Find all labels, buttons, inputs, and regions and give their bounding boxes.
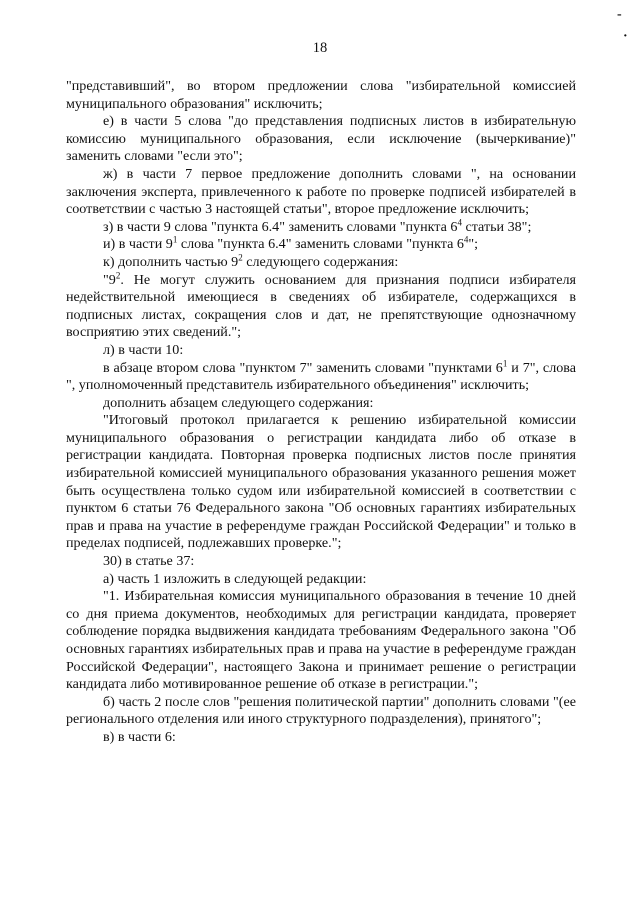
- text-run: ";: [468, 236, 479, 253]
- corner-mark: [617, 7, 628, 44]
- paragraph: [66, 357, 576, 395]
- superscript: 4: [457, 217, 462, 228]
- text-run: в абзаце втором слова "пунктом 7" заменить словами "пунктами 6: [103, 359, 503, 376]
- paragraph: л) в части 10:: [103, 341, 184, 358]
- paragraph: а) часть 1 изложить в следующей редакции:: [103, 570, 367, 587]
- paragraph: дополнить абзацем следующего содержания:: [103, 394, 374, 411]
- paragraph: 30) в статье 37:: [103, 553, 195, 570]
- page-number: 18: [312, 40, 328, 56]
- paragraph: [66, 219, 576, 237]
- paragraph: ж) в части 7 первое предложение дополнить словами ", на основании заключения эксперта, привлеченного к работе по проверке подписей избирателей в соответствии с частью 3 настоящей статьи", второе предложение исключить;: [66, 165, 576, 218]
- paragraph: [66, 236, 576, 254]
- paragraph: "представивший", во втором предложении слова "избирательной комиссией муниципального образования" исключить;: [66, 78, 576, 112]
- paragraph: [66, 269, 576, 342]
- document-body: [66, 78, 576, 747]
- paragraph: в) в части 6:: [103, 728, 176, 745]
- paragraph: "Итоговый протокол прилагается к решению избирательной комиссии муниципального образования о регистрации кандидата либо об отказе в регистрации кандидата. Повторная проверка подписных листов после принятия избирательной комиссией муниципального образования указанного решения может быть осуществлена только судом или избирательной комиссией в соответствии с пунктом 6 статьи 76 Федерального закона "Об основных гарантиях избирательных прав и права на участие в референдуме граждан Российской Федерации" и только в пределах подписей, подлежавших проверке.";: [66, 412, 576, 552]
- superscript: 2: [115, 269, 121, 280]
- text-run: слова "пункта 6.4" заменить словами "пункта 6: [177, 236, 464, 253]
- text-run: статьи 38";: [461, 218, 532, 235]
- paragraph: "1. Избирательная комиссия муниципального образования в течение 10 дней со дня приема документов, необходимых для регистрации кандидата, проверяет соблюдение порядка выдвижения кандидата требованиям Федерального закона "Об основных гарантиях избирательных прав и права на участие в референдуме граждан Российской Федерации", настоящего Закона и принимает решение о регистрации кандидата либо мотивированное решение об отказе в регистрации.";: [66, 588, 576, 693]
- text-run: к) дополнить частью 9: [103, 253, 239, 270]
- superscript: 4: [463, 234, 469, 245]
- text-run: "9: [103, 271, 116, 288]
- paragraph: е) в части 5 слова "до представления подписных листов в избирательную комиссию муниципального образования, если исключение (вычеркивание)" заменить словами "если это";: [66, 113, 576, 165]
- text-run: и 7", слова ", уполномоченный представитель избирательного объединения" исключить;: [66, 359, 576, 394]
- superscript: 2: [238, 252, 243, 263]
- paragraph: [66, 254, 576, 272]
- paragraph: б) часть 2 после слов "решения политической партии" дополнить словами "(ее регионального отделения или иного структурного подразделения), принятого";: [66, 693, 576, 728]
- corner-dash-mark: -: [617, 7, 622, 22]
- text-run: и) в части 9: [103, 236, 173, 253]
- superscript: 1: [172, 234, 178, 245]
- text-run: з) в части 9 слова "пункта 6.4" заменить словами "пункта 6: [103, 218, 458, 235]
- superscript: 1: [502, 357, 508, 368]
- text-run: . Не могут служить основанием для признания подписи избирателя недействительной имеющиеся в сведениях об избирателе, содержащихся в подписных листах, сокращения слов и дат, не препятствующие однозначному восприятию этих сведений.";: [66, 271, 576, 341]
- text-run: следующего содержания:: [242, 253, 399, 270]
- corner-dot-mark: ·: [623, 29, 628, 44]
